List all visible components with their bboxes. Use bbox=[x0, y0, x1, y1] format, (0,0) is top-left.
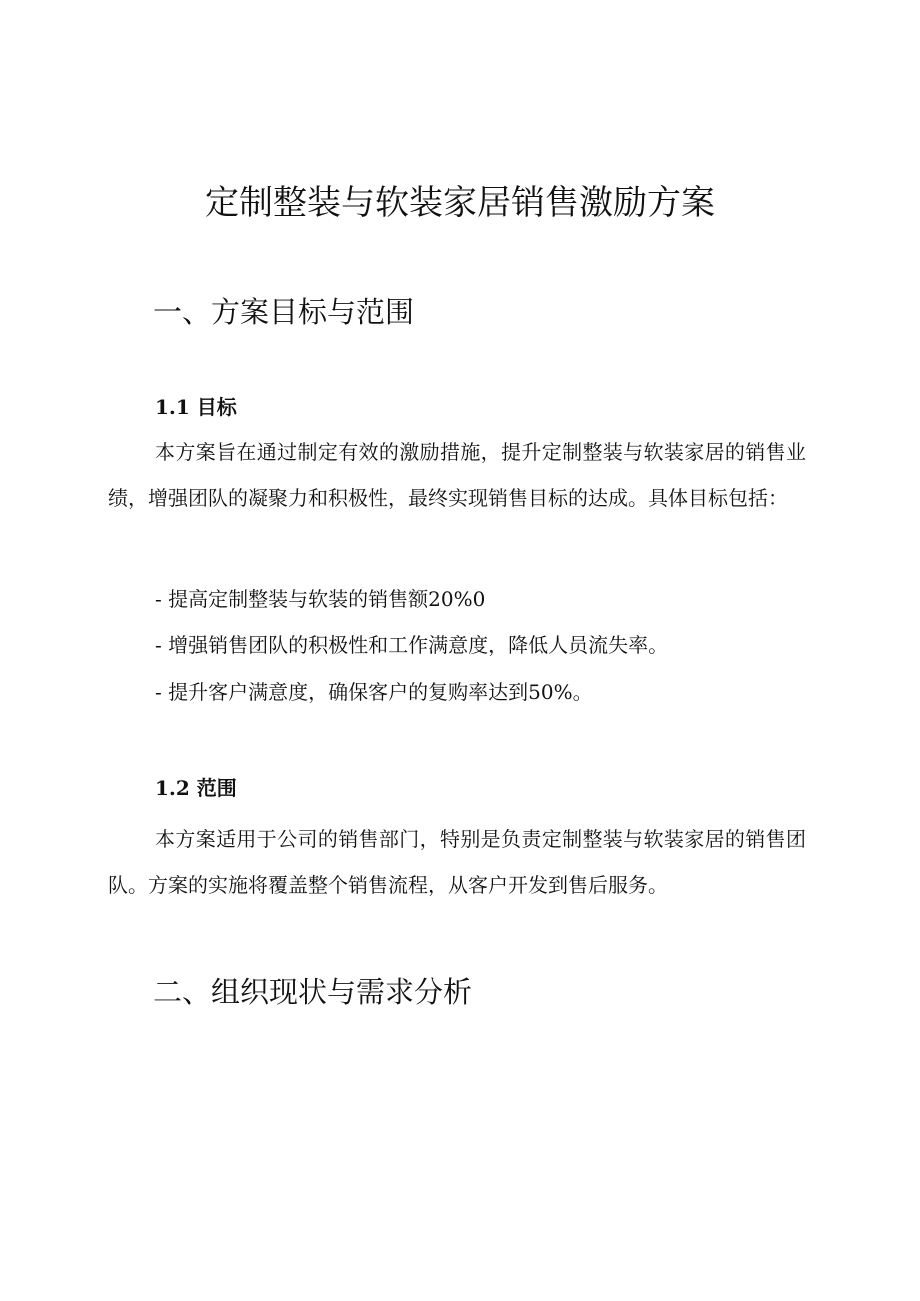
subsection-heading-1-1: 1.1 目标 bbox=[155, 395, 237, 419]
document-title: 定制整装与软装家居销售激励方案 bbox=[205, 183, 715, 223]
bullet-item: - 提升客户满意度，确保客户的复购率达到50%。 bbox=[155, 680, 593, 704]
paragraph-goal: 本方案旨在通过制定有效的激励措施，提升定制整装与软装家居的销售业绩，增强团队的凝聚力和积极性，最终实现销售目标的达成。具体目标包括： bbox=[108, 440, 806, 510]
bullet-item: - 增强销售团队的积极性和工作满意度，降低人员流失率。 bbox=[155, 633, 669, 657]
bullet-item: - 提高定制整装与软装的销售额20%0 bbox=[155, 587, 486, 611]
section-heading-2: 二、组织现状与需求分析 bbox=[153, 975, 473, 1009]
subsection-heading-1-2: 1.2 范围 bbox=[155, 776, 237, 800]
paragraph-scope: 本方案适用于公司的销售部门，特别是负责定制整装与软装家居的销售团队。方案的实施将覆盖整个销售流程，从客户开发到售后服务。 bbox=[108, 827, 806, 897]
section-heading-1: 一、方案目标与范围 bbox=[153, 295, 415, 329]
